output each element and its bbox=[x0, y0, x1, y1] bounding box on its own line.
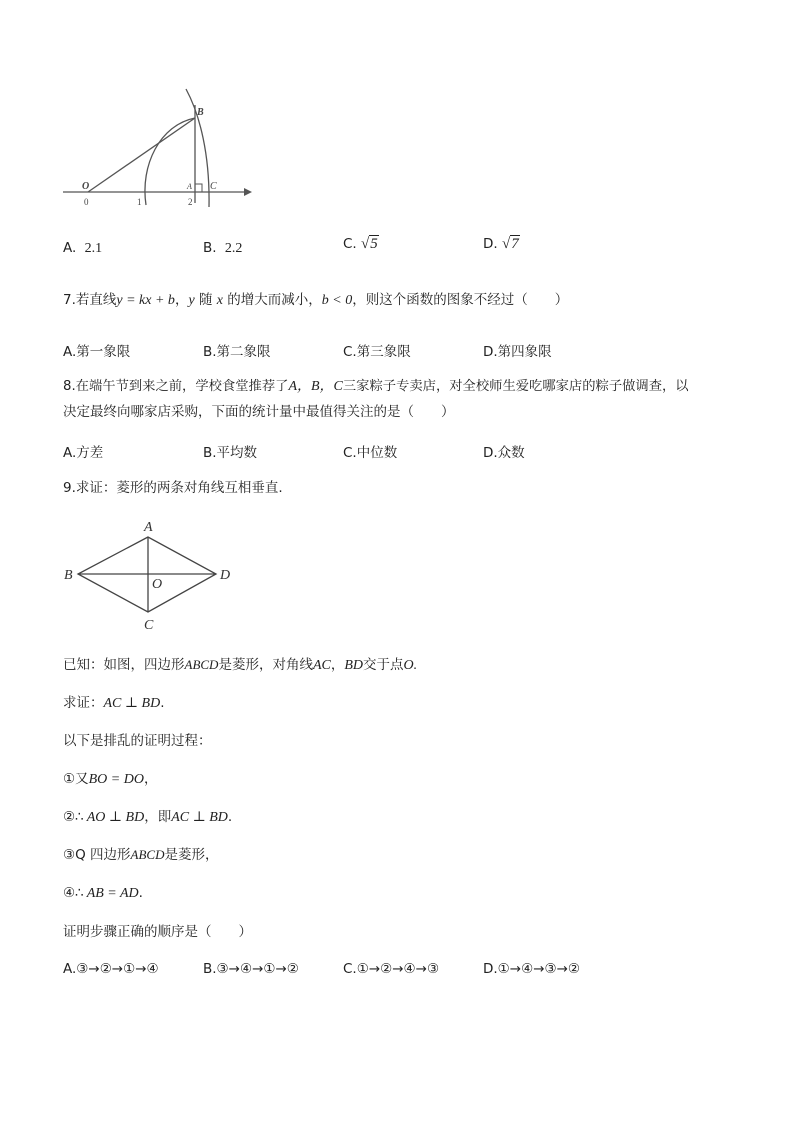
step4-math: AB = AD bbox=[86, 886, 139, 901]
given-ac: AC bbox=[312, 658, 331, 673]
prove-prefix: 求证： bbox=[63, 695, 104, 711]
q9-option-b: B.③→④→①→② bbox=[203, 961, 299, 977]
q6-option-a bbox=[63, 240, 102, 257]
q7-option-b: B.第二象限 bbox=[203, 344, 271, 360]
step4-suffix: . bbox=[138, 885, 143, 901]
q7-option-d: D.第四象限 bbox=[483, 344, 552, 360]
given-mid2: 交于点 bbox=[363, 657, 404, 673]
prove-statement: AC ⊥ BD bbox=[103, 696, 161, 711]
step2-prefix: ②∴ bbox=[63, 809, 84, 825]
step1-suffix: ， bbox=[143, 771, 158, 787]
label-a: A bbox=[144, 520, 153, 535]
step2-math1: AO ⊥ BD bbox=[86, 810, 145, 825]
q6-option-b-text: 2.2 bbox=[224, 241, 243, 256]
q8-option-b: B.平均数 bbox=[203, 445, 258, 461]
q9-step-3 bbox=[63, 846, 218, 864]
given-abcd: ABCD bbox=[184, 657, 219, 672]
step2-suffix: . bbox=[227, 809, 233, 825]
q6-option-d-letter: D. bbox=[483, 236, 498, 252]
given-prefix: 已知：如图，四边形 bbox=[63, 657, 185, 673]
q7-suffix: ，则这个函数的图象不经过（ ） bbox=[352, 292, 569, 308]
step1-prefix: ①又 bbox=[63, 771, 89, 787]
q8-option-a: A.方差 bbox=[63, 445, 104, 461]
q8-option-d: D.众数 bbox=[483, 445, 525, 461]
q7-var-x: x bbox=[216, 293, 223, 308]
step4-prefix: ④∴ bbox=[63, 885, 84, 901]
given-mid: 是菱形，对角线 bbox=[218, 657, 313, 673]
q6-option-c-letter: C. bbox=[343, 236, 357, 252]
q7-option-a: A.第一象限 bbox=[63, 344, 131, 360]
label-o: O bbox=[152, 577, 163, 592]
given-o: O. bbox=[403, 658, 418, 673]
q9-option-c: C.①→②→④→③ bbox=[343, 961, 440, 977]
q6-option-d bbox=[483, 236, 520, 253]
q6-option-c bbox=[343, 236, 379, 253]
step2-mid: ，即 bbox=[144, 809, 172, 825]
q9-step-4 bbox=[63, 884, 143, 903]
q6-option-a-letter: A. bbox=[63, 240, 77, 256]
label-o: O bbox=[82, 181, 90, 192]
q6-figure bbox=[60, 85, 255, 213]
tick-1: 1 bbox=[137, 197, 142, 207]
q6-option-c-sqrt: √5 bbox=[361, 236, 378, 252]
q9-prove bbox=[63, 694, 165, 713]
label-b: B bbox=[64, 568, 73, 583]
step3-suffix: 是菱形， bbox=[164, 847, 219, 863]
q7-equation: y = kx + b bbox=[116, 293, 175, 308]
q9-given bbox=[63, 656, 417, 675]
q9-rhombus-figure bbox=[60, 515, 245, 633]
step2-math2: AC ⊥ BD bbox=[171, 810, 228, 825]
q6-option-b-letter: B. bbox=[203, 240, 217, 256]
q9-option-d: D.①→④→③→② bbox=[483, 961, 581, 977]
q7-comma: ， bbox=[174, 292, 189, 308]
q8-line1-b: 三家粽子专卖店，对全校师生爱吃哪家店的粽子做调查，以 bbox=[342, 379, 689, 394]
q6-option-a-text: 2.1 bbox=[84, 241, 103, 256]
q9-option-a: A.③→②→①→④ bbox=[63, 961, 159, 977]
prove-suffix: . bbox=[160, 695, 165, 711]
label-a: A bbox=[187, 182, 192, 191]
q6-option-d-sqrt: √7 bbox=[501, 236, 519, 252]
step3-math: ABCD bbox=[130, 847, 165, 862]
label-c: C bbox=[210, 181, 217, 192]
right-angle-mark bbox=[195, 184, 202, 192]
q8-line1-a: 8.在端午节到来之前，学校食堂推荐了 bbox=[63, 379, 289, 394]
step1-math: BO = DO bbox=[88, 772, 144, 787]
q7-mid1: 随 bbox=[194, 292, 217, 308]
label-c: C bbox=[144, 618, 154, 633]
given-bd: BD bbox=[344, 658, 364, 673]
q8-stores: A，B，C bbox=[288, 379, 343, 394]
given-sep: ， bbox=[330, 657, 345, 673]
segment-ob bbox=[88, 118, 195, 192]
q6-option-d-radicand: 7 bbox=[511, 236, 519, 252]
q7-stem bbox=[63, 291, 568, 310]
tick-2: 2 bbox=[188, 197, 193, 207]
step3-prefix: ③Q 四边形 bbox=[63, 847, 131, 863]
q9-title: 9.求证：菱形的两条对角线互相垂直. bbox=[63, 480, 283, 496]
q8-option-c: C.中位数 bbox=[343, 445, 398, 461]
q7-var-y: y bbox=[188, 293, 195, 308]
label-d: D bbox=[220, 568, 231, 583]
q6-option-b bbox=[203, 240, 242, 257]
q7-prefix: 7.若直线 bbox=[63, 292, 117, 308]
label-b: B bbox=[197, 107, 204, 118]
q8-stem-line1 bbox=[63, 378, 689, 396]
q6-option-c-radicand: 5 bbox=[370, 236, 378, 252]
q7-condition: b < 0 bbox=[321, 293, 353, 308]
q9-scrambled-intro: 以下是排乱的证明过程： bbox=[63, 733, 212, 749]
q8-stem-line2: 决定最终向哪家店采购，下面的统计量中最值得关注的是（ ） bbox=[63, 404, 455, 420]
q9-step-1 bbox=[63, 770, 157, 789]
x-axis-arrow bbox=[244, 188, 252, 196]
q7-mid2: 的增大而减小， bbox=[222, 292, 322, 308]
q7-option-c: C.第三象限 bbox=[343, 344, 411, 360]
tick-0: 0 bbox=[84, 197, 89, 207]
q9-ask: 证明步骤正确的顺序是（ ） bbox=[63, 924, 252, 940]
q9-step-2 bbox=[63, 808, 232, 827]
